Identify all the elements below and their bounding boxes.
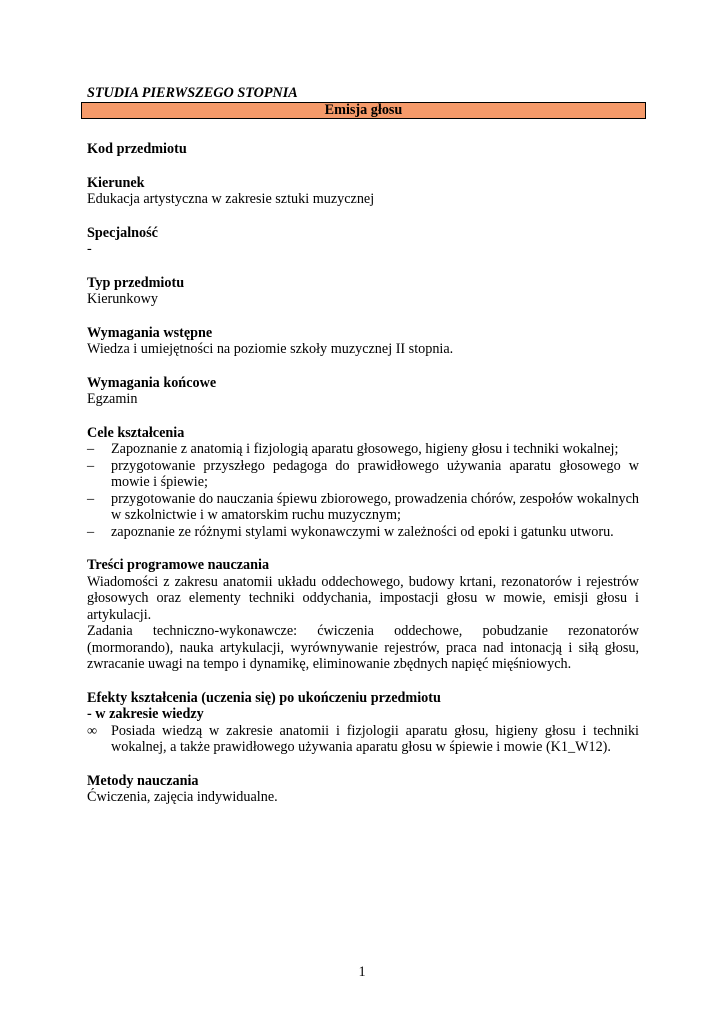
heading-kierunek: Kierunek — [87, 174, 145, 191]
section-wymagania-wstepne — [87, 325, 639, 358]
infinity-bullet-icon: ∞ — [87, 722, 98, 739]
section-kod-przedmiotu — [87, 141, 639, 158]
dash-bullet: – — [87, 441, 95, 457]
list-item-text: Posiada wiedzą w zakresie anatomii i fizjologii aparatu głosu, higieny głosu i techniki wokalnej, a także prawidłowego używania aparatu głosu w śpiewie i mowie (K1_W12). — [111, 722, 639, 755]
section-efekty-ksztalcenia — [87, 690, 639, 756]
section-metody-nauczania — [87, 773, 639, 806]
value-metody-nauczania: Ćwiczenia, zajęcia indywidualne. — [87, 789, 278, 805]
dash-bullet: – — [87, 490, 95, 507]
tresci-paragraph-2: Zadania techniczno-wykonawcze: ćwiczenia oddechowe, pobudzanie rezonatorów (mormorando), nauka artykulacji, wyrównywanie rejestrów, praca nad intonacją i siłą głosu, zwracanie uwagi na tempo i dynamikę, eliminowanie zbędnych napięć mięśniowych. — [87, 623, 639, 672]
heading-cele-ksztalcenia: Cele kształcenia — [87, 424, 185, 441]
heading-efekty-ksztalcenia: Efekty kształcenia (uczenia się) po ukończeniu przedmiotu — [87, 689, 441, 706]
document-page — [87, 85, 639, 806]
list-item — [87, 524, 639, 541]
page-number: 1 — [358, 964, 366, 980]
cele-list — [87, 441, 639, 540]
heading-metody-nauczania: Metody nauczania — [87, 772, 199, 789]
tresci-paragraph-1: Wiadomości z zakresu anatomii układu oddechowego, budowy krtani, rezonatorów i rejestrów głosowych oraz elementy techniki oddychania, impostacji głosu w mowie, emisji głosu i artykulacji. — [87, 573, 639, 623]
list-item-text: Zapoznanie z anatomią i fizjologią aparatu głosowego, higieny głosu i techniki wokalnej; — [111, 441, 619, 457]
heading-tresci-programowe: Treści programowe nauczania — [87, 557, 270, 573]
subheading-zakres-wiedzy: - w zakresie wiedzy — [87, 706, 204, 722]
heading-typ-przedmiotu: Typ przedmiotu — [87, 274, 185, 291]
list-item-text: przygotowanie do nauczania śpiewu zbiorowego, prowadzenia chórów, zespołów wokalnych w szkolnictwie i w amatorskim ruchu muzycznym; — [111, 490, 639, 523]
value-kierunek: Edukacja artystyczna w zakresie sztuki muzycznej — [87, 191, 375, 207]
section-tresci-programowe — [87, 557, 639, 673]
section-wymagania-koncowe — [87, 375, 639, 408]
subject-title-bar: Emisja głosu — [81, 102, 646, 119]
value-wymagania-koncowe: Egzamin — [87, 391, 138, 407]
value-wymagania-wstepne: Wiedza i umiejętności na poziomie szkoły muzycznej II stopnia. — [87, 341, 454, 357]
value-typ-przedmiotu: Kierunkowy — [87, 291, 158, 307]
heading-wymagania-koncowe: Wymagania końcowe — [87, 374, 217, 391]
dash-bullet: – — [87, 523, 95, 540]
study-level-title: STUDIA PIERWSZEGO STOPNIA — [87, 85, 298, 101]
heading-specjalnosc: Specjalność — [87, 224, 158, 241]
section-cele-ksztalcenia — [87, 425, 639, 541]
heading-wymagania-wstepne: Wymagania wstępne — [87, 324, 213, 341]
list-item — [87, 441, 639, 458]
section-typ-przedmiotu — [87, 275, 639, 308]
section-specjalnosc — [87, 225, 639, 258]
section-kierunek — [87, 175, 639, 208]
list-item — [87, 458, 639, 491]
list-item-text: przygotowanie przyszłego pedagoga do prawidłowego używania aparatu głosowego w mowie i śpiewie; — [111, 457, 639, 490]
value-specjalnosc: - — [87, 241, 92, 257]
efekty-list — [87, 723, 639, 756]
list-item — [87, 491, 639, 524]
dash-bullet: – — [87, 457, 95, 474]
heading-kod-przedmiotu: Kod przedmiotu — [87, 141, 187, 157]
list-item-text: zapoznanie ze różnymi stylami wykonawczymi w zależności od epoki i gatunku utworu. — [111, 523, 614, 540]
list-item — [87, 723, 639, 756]
